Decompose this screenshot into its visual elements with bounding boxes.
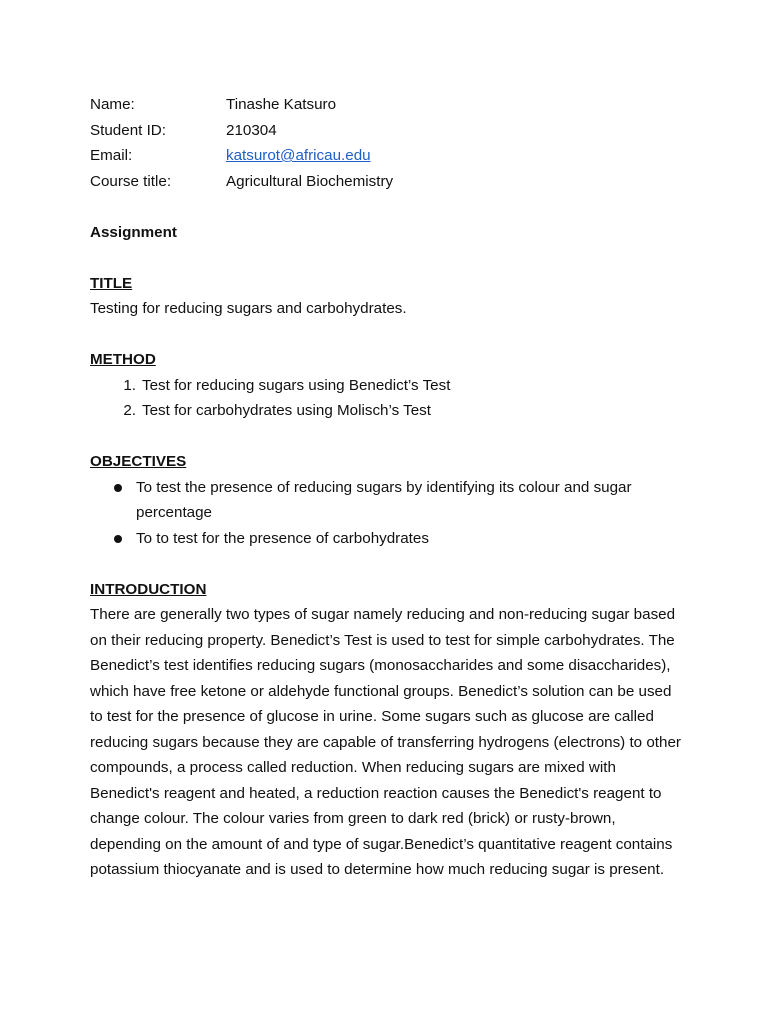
email-row [90, 143, 690, 169]
spacer [90, 424, 690, 450]
introduction-paragraph: There are generally two types of sugar namely reducing and non-reducing sugar based on their reducing property. Benedict’s Test is used to test for simple carbohydrates. The Benedict’s test identifies reducing sugars (monosaccharides and some disaccharides), which have free ketone or aldehyde functional groups. Benedict’s solution can be used to test for the presence of glucose in urine. Some sugars such as glucose are called reducing sugars because they are capable of transferring hydrogens (electrons) to other compounds, a process called reduction. When reducing sugars are mixed with Benedict's reagent and heated, a reduction reaction causes the Benedict's reagent to change colour. The colour varies from green to dark red (brick) or rusty-brown, depending on the amount of and type of sugar.Benedict’s quantitative reagent contains potassium thiocyanate and is used to determine how much reducing sugar is present. [90, 606, 681, 878]
method-heading: METHOD [90, 351, 156, 368]
email-link[interactable]: katsurot@africau.edu [226, 147, 371, 164]
name-value: Tinashe Katsuro [226, 96, 337, 113]
name-label: Name: [90, 96, 135, 113]
objective-item-text: To to test for the presence of carbohydrates [136, 529, 429, 547]
bullet-icon [90, 475, 136, 526]
spacer [90, 551, 690, 577]
title-heading: TITLE [90, 274, 133, 292]
student-id-value: 210304 [226, 121, 277, 139]
method-item-number: 1. [123, 376, 136, 394]
bullet-icon [90, 526, 136, 552]
introduction-heading: INTRODUCTION [90, 580, 207, 598]
method-item-text: Test for reducing sugars using Benedict’s Test [142, 376, 451, 394]
spacer [90, 322, 690, 348]
method-list [90, 373, 690, 424]
method-item [90, 398, 690, 424]
document-body [90, 92, 690, 883]
objective-item [90, 526, 690, 552]
student-id-label: Student ID: [90, 121, 166, 139]
method-item [90, 373, 690, 399]
title-text: Testing for reducing sugars and carbohydrates. [90, 300, 407, 317]
objective-item-text: To test the presence of reducing sugars by identifying its colour and sugar percentage [136, 478, 632, 521]
objectives-list [90, 475, 690, 552]
name-row [90, 92, 690, 118]
objective-item [90, 475, 690, 526]
objectives-heading: OBJECTIVES [90, 453, 187, 470]
assignment-label: Assignment [90, 223, 177, 241]
spacer [90, 194, 690, 220]
email-label: Email: [90, 147, 133, 164]
course-title-value: Agricultural Biochemistry [226, 172, 394, 190]
method-item-number: 2. [123, 402, 136, 419]
course-title-row [90, 169, 690, 195]
course-title-label: Course title: [90, 172, 172, 190]
method-item-text: Test for carbohydrates using Molisch’s Test [142, 402, 431, 419]
spacer [90, 245, 690, 271]
student-id-row [90, 118, 690, 144]
